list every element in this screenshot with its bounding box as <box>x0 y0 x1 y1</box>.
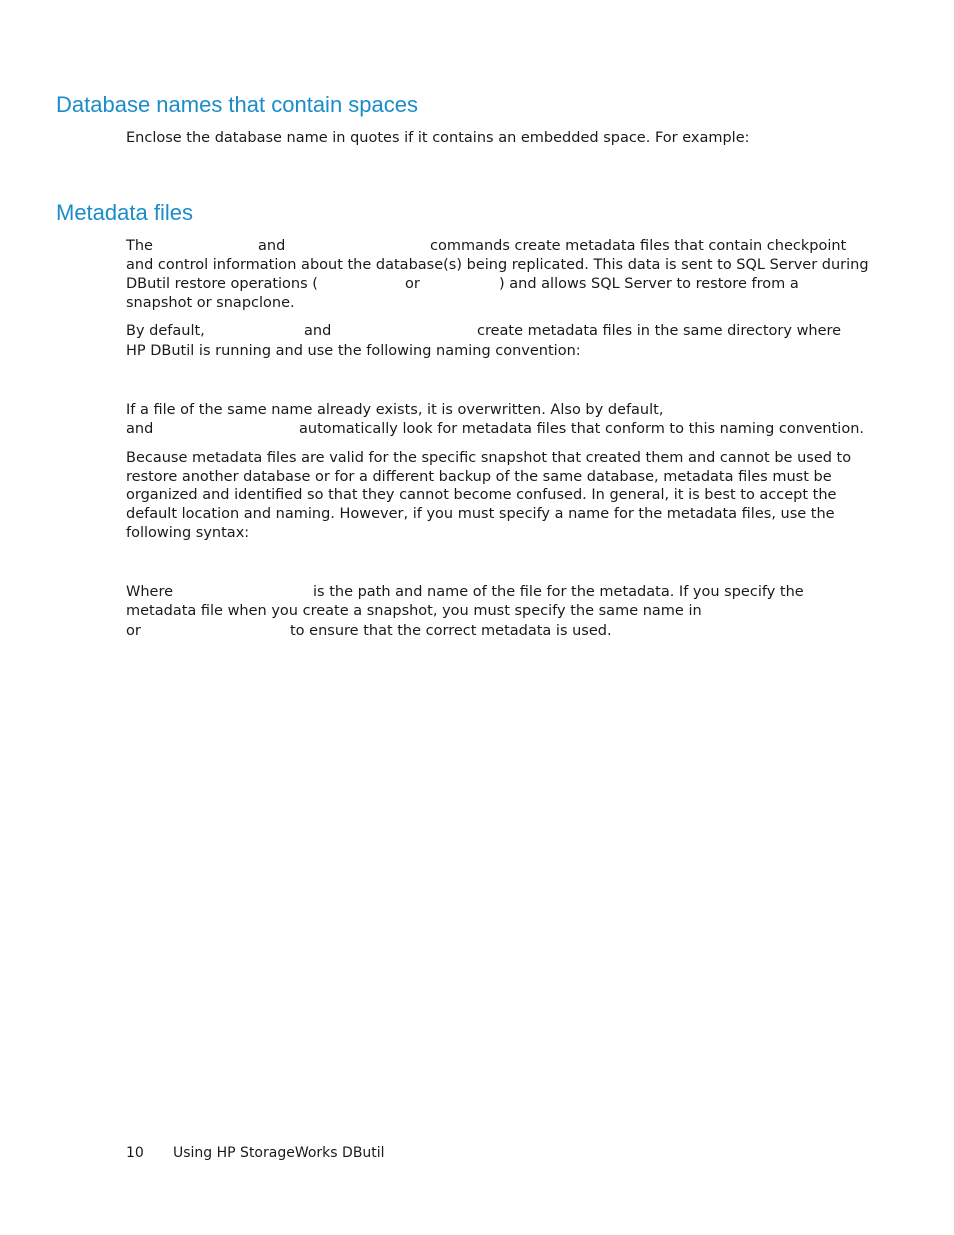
paragraph-line: If a file of the same name already exists, it is overwritten. Also by default, <box>126 402 664 418</box>
paragraph-line: HP DButil is running and use the following naming convention: <box>126 343 581 359</box>
paragraph-segment: DButil restore operations ( <box>126 276 318 292</box>
paragraph-segment: commands create metadata files that contain checkpoint <box>430 238 847 254</box>
footer-title: Using HP StorageWorks DButil <box>173 1145 385 1161</box>
paragraph-segment: or <box>126 623 141 639</box>
paragraph-line: organized and identified so that they cannot become confused. In general, it is best to accept the <box>126 487 837 503</box>
paragraph-segment: or <box>405 276 420 292</box>
paragraph-line: default location and naming. However, if you must specify a name for the metadata files, use the <box>126 506 835 522</box>
paragraph-segment: automatically look for metadata files that conform to this naming convention. <box>299 421 864 437</box>
section-heading-metadata-files: Metadata files <box>56 200 193 225</box>
paragraph-segment: and <box>126 421 154 437</box>
paragraph-line: Enclose the database name in quotes if it contains an embedded space. For example: <box>126 130 750 146</box>
paragraph-segment: to ensure that the correct metadata is used. <box>290 623 612 639</box>
paragraph-segment: and <box>258 238 286 254</box>
paragraph-line: following syntax: <box>126 525 250 541</box>
paragraph-segment: Where <box>126 584 174 600</box>
paragraph-segment: The <box>126 238 153 254</box>
paragraph-segment: and <box>304 323 332 339</box>
paragraph-line: metadata file when you create a snapshot, you must specify the same name in <box>126 603 702 619</box>
paragraph-line: and control information about the database(s) being replicated. This data is sent to SQL Server during <box>126 257 869 273</box>
page-number: 10 <box>126 1145 144 1161</box>
paragraph-line: restore another database or for a different backup of the same database, metadata files must be <box>126 469 832 485</box>
paragraph-segment: is the path and name of the file for the metadata. If you specify the <box>313 584 804 600</box>
section-heading-database-names: Database names that contain spaces <box>56 92 419 117</box>
paragraph-segment: create metadata files in the same directory where <box>477 323 842 339</box>
paragraph-line: snapshot or snapclone. <box>126 295 295 311</box>
paragraph-line: Because metadata files are valid for the specific snapshot that created them and cannot be used to <box>126 450 852 466</box>
paragraph-segment: By default, <box>126 323 205 339</box>
paragraph-segment: ) and allows SQL Server to restore from a <box>499 276 799 292</box>
